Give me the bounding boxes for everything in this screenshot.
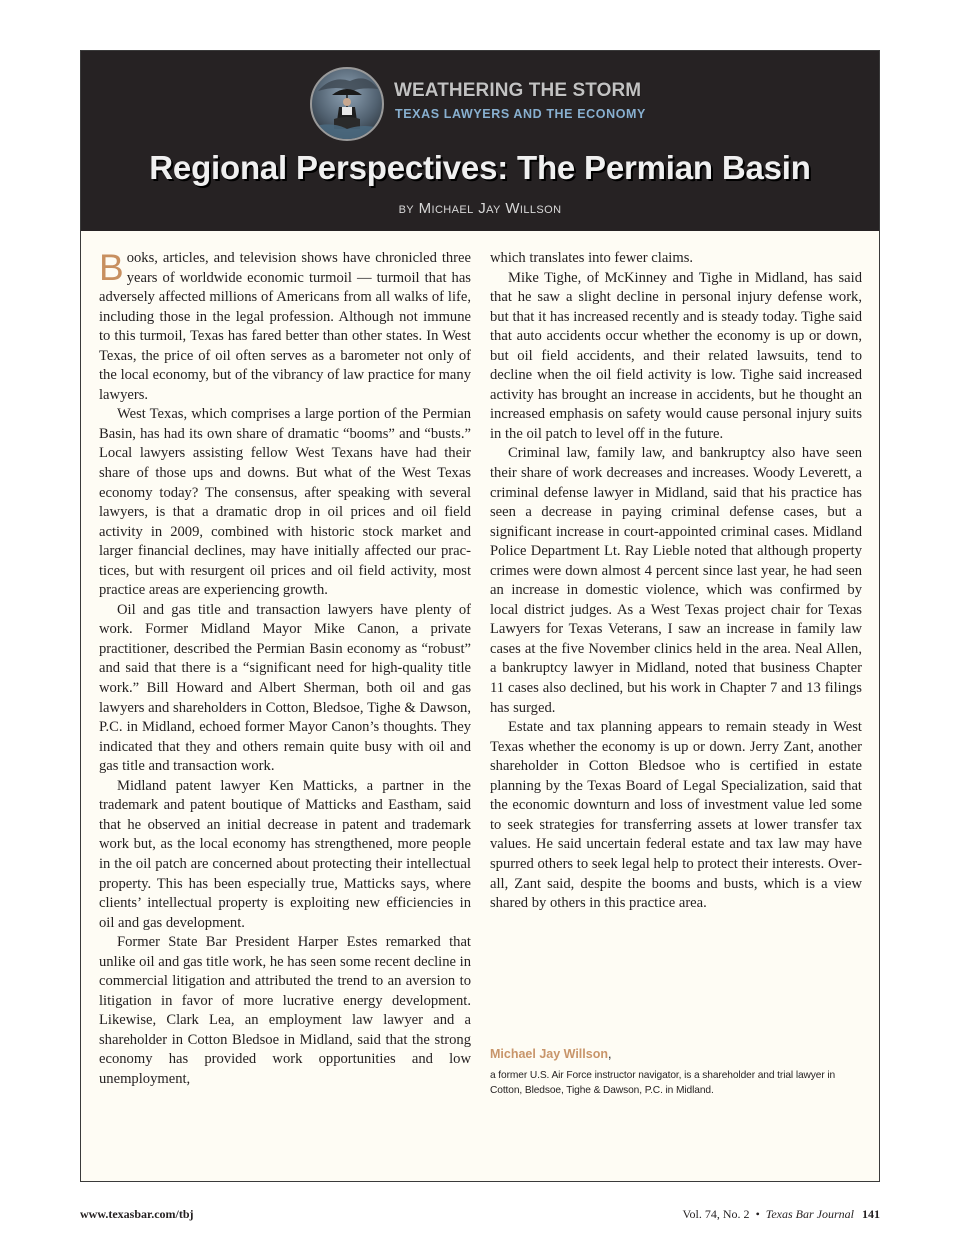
article-paragraph: Books, articles, and television shows have chronicled three years of worldwide economic turmoil — turmoil that has adversely affected millions of Americans from all walks of life, including those in the legal profession. Although not immune to this turmoil, Texas has fared better than other states. In West Texas, the price of oil often serves as a barometer not only of the local economy, but of the vibrancy of law practice for many lawyers. [99,247,471,403]
series-title: WEATHERING THE STORM [394,80,642,101]
article-paragraph: Oil and gas title and transaction lawyers have plenty of work. Former Midland Mayor Mike Canon, a private practitioner, described the Permian Basin economy as “robust” and said that there is a “significant need for high-quality title work.” Bill Howard and Albert Sherman, both oil and gas lawyers and shareholders in Cotton, Bledsoe, Tighe & Dawson, P.C. in Midland, echoed former Mayor Canon’s thoughts. They indicated that they and others remain quite busy with oil and gas title and transaction work. [99,601,471,775]
author-bio [490,1045,862,1098]
footer-volume: Vol. 74, No. 2 [682,1207,750,1221]
drop-cap: B [99,247,124,288]
page-number: 141 [862,1207,880,1221]
article-paragraph: Former State Bar President Harper Estes remarked that unlike oil and gas title work, he has seen some recent decline in commercial litigation and attributed the trend to an aversion to litigation in favor of more lucrative energy development. Likewise, Clark Lea, an employment law lawyer and a shareholder in Cotton Bledsoe in Midland, said that the strong economy has provided work opportunities and low unemployment, [99,934,471,1087]
author-bio-text: a former U.S. Air Force instructor navigator, is a shareholder and trial lawyer in Cotton, Bledsoe, Tighe & Dawson, P.C. in Midland. [490,1070,836,1096]
article-paragraph: Estate and tax planning appears to remain steady in West Texas whether the economy is up or down. Jerry Zant, another shareholder in Cotton Bledsoe who is certified in estate planning by the Texas Board of Legal Specialization, said that the economic downturn and loss of investment value led some to seek strategies for transferring assets at lower transfer tax values. He said uncertain federal estate and tax law may have spurred others to seek legal help to protect their interests. Overall, Zant said, despite the booms and busts, which is a view shared by others in this practice area. [490,719,862,912]
header-banner [81,51,879,231]
footer-url: www.texasbar.com/tbj [80,1207,194,1221]
article-frame [80,50,880,1182]
article-column-right [490,249,862,914]
article-column-left [99,249,471,1090]
storm-umbrella-man-icon [310,67,384,141]
series-subtitle: TEXAS LAWYERS AND THE ECONOMY [395,107,646,121]
article-paragraph: Midland patent lawyer Ken Matticks, a partner in the trademark and patent boutique of Matticks and Eastham, said that he observed an initial decrease in patent and trademark work but, as the local economy has strengthened, more people in the oil patch are concerned about protecting their intellectual property. This has been especially true, Matticks says, where clients’ intellectual property is exploiting new efficiencies in oil and gas development. [99,777,471,931]
article-headline: Regional Perspectives: The Permian Basin [149,149,811,186]
article-byline: by Michael Jay Willson [398,200,562,217]
author-name: Michael Jay Willson [490,1047,608,1061]
series-logo [310,67,660,143]
article-paragraph: Mike Tighe, of McKinney and Tighe in Midland, has said that he saw a slight decline in personal injury defense work, but that it has increased recently and is steady today. Tighe said that auto accidents occur whether the economy is up or down, but oil field accidents, and their related lawsuits, tend to decline when the oil field activity is low. Tighe said increased activity has brought an increase in accidents, but he thought an increased emphasis on safety would cause personal injury suits in the oil patch to level off in the future. [490,269,862,442]
footer-issue [682,1207,880,1222]
article-paragraph: West Texas, which comprises a large portion of the Permian Basin, has had its own share of dramatic “booms” and “busts.” Local lawyers assisting fellow West Texans have had their share of those ups and downs. But what of the West Texas economy today? The consensus, after speaking with several lawyers, is that a dramatic drop in oil prices and oil field activity in 2009, combined with historic stock market and larger financial declines, may have initially affected our practices, but with resurgent oil prices and oil field activity, most practice areas are experiencing growth. [99,406,471,599]
article-paragraph: which translates into fewer claims. [490,250,694,266]
article-paragraph: Criminal law, family law, and bankruptcy also have seen their share of work decreases and increases. Woody Leverett, a criminal defense lawyer in Midland, said that his practice has seen a decrease in paying criminal defense cases, but a significant increase in court-appointed criminal cases. Midland Police Department Lt. Ray Lieble noted that although property crimes were down almost 4 percent since last year, he had seen an increase in domestic violence, which was confirmed by local district judges. As a West Texas project chair for Texas Lawyers for Texas Veterans, I saw an increase in family law cases at the five November clinics held in the area. Neal Allen, a bankruptcy lawyer in Midland, noted that business Chapter 11 cases also declined, but his work in Chapter 7 and 13 filings has surged. [490,445,862,716]
footer-journal: Texas Bar Journal [765,1207,854,1221]
author-name-comma: , [607,1047,612,1061]
footer-bullet: • [755,1207,760,1221]
